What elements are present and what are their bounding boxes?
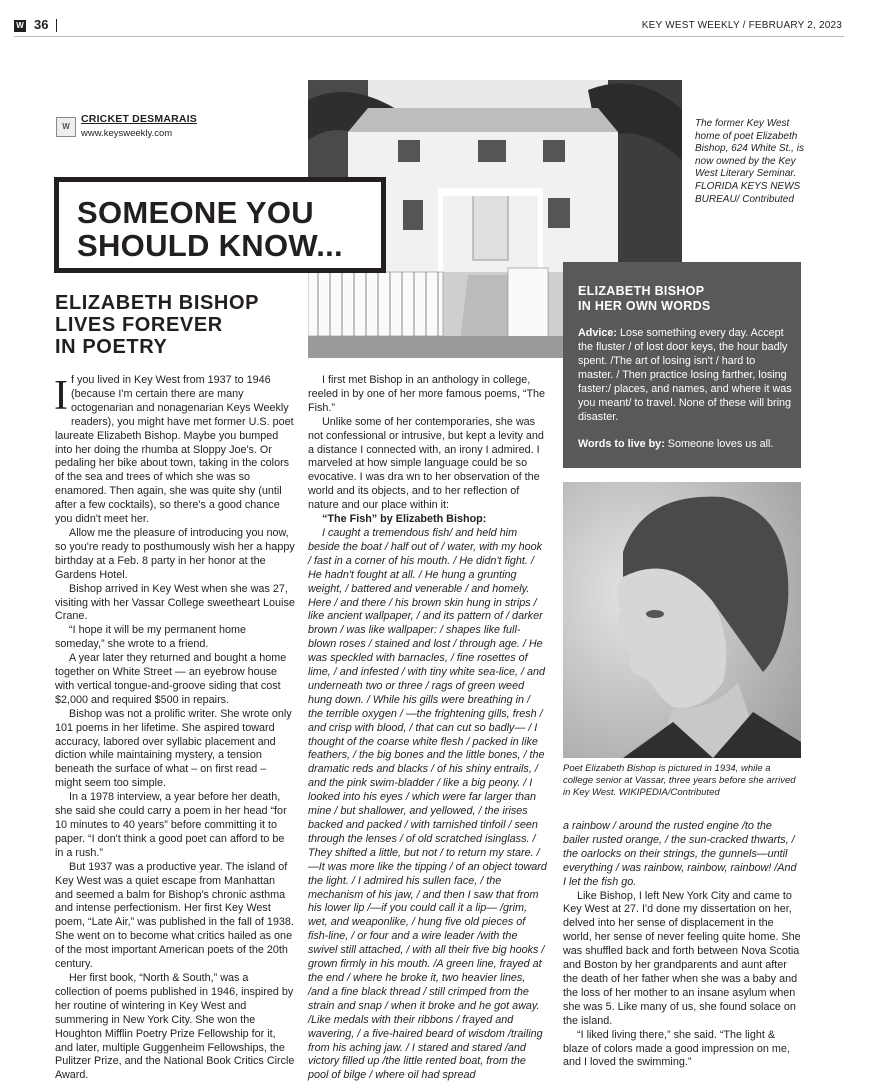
article-paragraph: “I liked living there,” she said. “The light & blaze of colors made a good impression on me, and I loved the swimming.” <box>563 1028 790 1069</box>
portrait-photo <box>563 482 801 758</box>
sidebar-words <box>578 437 792 451</box>
house-photo-caption: The former Key West home of poet Elizabeth Bishop, 624 White St., is now owned by the Key West Literary Seminar. FLORIDA KEYS NEWS BUREAU/ Contributed <box>695 118 804 205</box>
section-banner <box>54 177 386 273</box>
quote-sidebar <box>563 262 801 468</box>
article-paragraph: I first met Bishop in an anthology in college, reeled in by one of her more famous poems, “The Fish.” <box>308 374 546 414</box>
article-paragraph: Like Bishop, I left New York City and came to Key West at 27. I'd done my dissertation on her, delved into her sense of displacement in the world, her sense of never feeling quite home. She was shuffled back and forth between Nova Scotia and Boston by her grandparents and aunt after the death of her father when she was a baby and the loss of her mother to an insane asylum when she was 5. Like many of us, she found solace on the island. <box>563 889 801 1027</box>
article-paragraph: But 1937 was a productive year. The island of Key West was a quiet escape from Manhattan and seemed a balm for Bishop's chronic asthma and intense perfectionism. Her first Key West poem, “Late Air,” was published in the fall of 1938. She went on to become what critics hailed as one of the most important American poets of the 20th century. <box>55 860 294 971</box>
headline-line-1: ELIZABETH BISHOP <box>55 292 260 314</box>
article-paragraph: Her first book, “North & South,” was a collection of poems published in 1946, inspired by her routine of wintering in Key West and summering in New York City. She won the Houghton Mifflin Poetry Prize Fellowship for it, and later, multiple Guggenheim Fellowships, the Pulitzer Prize, and the National Book Critics Circle Award. <box>55 971 295 1082</box>
sidebar-title-line-1: ELIZABETH BISHOP <box>578 284 705 298</box>
article-column-1 <box>55 374 295 1083</box>
words-text: Someone loves us all. <box>664 438 774 450</box>
article-paragraph: Bishop arrived in Key West when she was 27, visiting with her Vassar College sweetheart Louise Crane. <box>55 582 295 623</box>
article-paragraph: A year later they returned and bought a home together on White Street — an eyebrow house with vertical tongue-and-groove siding that cost $2,000 and required $500 in repairs. <box>55 652 287 706</box>
sidebar-title-line-2: IN HER OWN WORDS <box>578 299 711 313</box>
poem-text: I caught a tremendous fish/ and held him beside the boat / half out of / water, with my hook / fast in a corner of his mouth. / He didn't fight. / He hadn't fought at all. / He hung a grunting weight, / battered and venerable / and homely. Here / and there / his brown skin hung in strips / like ancient wallpaper, / and its pattern of / darker brown / was like wallpaper: / shapes like full-blown roses / stained and lost / through age. / He was speckled with barnacles, / fine rosettes of lime, / and infested / with tiny white sea-lice, / and underneath two or three / rags of green weed hung down. / While his gills were breathing in / the terrible oxygen / —the frightening gills, fresh / and crisp with blood, / that can cut so badly— / I thought of the coarse white flesh / packed in like feathers, / the big bones and the little bones, / the dramatic reds and blacks / of his shiny entrails, / and the pink swim-bladder / like a big peony. / I looked into his eyes / which were far larger than mine / but shallower, and yellowed, / the irises backed and packed / with tarnished tinfoil / seen through the lenses / of old scratched isinglass. / They shifted a little, but not / to return my stare. / —It was more like the tipping / of an object toward the light. / I admired his sullen face, / the mechanism of his jaw, / and then I saw that from his lower lip /—if you could call it a lip— /grim, wet, and weaponlike, / hung five old pieces of fish-line, / or four and a wire leader /with the swivel still attached, / with all their five big hooks / grown firmly in his mouth. /A green line, frayed at the end / where he broke it, two heavier lines, /and a fine black thread / still crimped from the strain and snap / when it broke and he got away. /Like medals with their ribbons / frayed and wavering, / a five-haired beard of wisdom /trailing from his aching jaw. / I stared and stared /and victory filled up /the little rented boat, from the pool of bilge / where oil had spread <box>308 526 547 1082</box>
banner-title <box>77 196 343 262</box>
paragraph-text: f you lived in Key West from 1937 to 1946 (because I'm certain there are many octogenarian and nonagenarian Keys Weekly readers), you might have met former U.S. poet laureate Elizabeth Bishop. Maybe you bumped into her doing the rhumba at Sloppy Joe's. Or pedaling her bike about town, taking in the colors of the sea and trees of which she was so enamored. Then again, she was quite shy (until after a few cocktails), so there's a good chance you didn't meet her. <box>55 374 294 526</box>
poem-title-text: “The Fish” by Elizabeth Bishop: <box>322 513 487 526</box>
author-logo: W <box>56 117 76 137</box>
sidebar-advice <box>578 326 792 424</box>
sidebar-title <box>578 284 711 314</box>
poem-text-continued: a rainbow / around the rusted engine /to the bailer rusted orange, / the sun-cracked thwarts, / the oarlocks on their strings, the gunnels—until everything / was rainbow, rainbow, rainbow! /And I let the fish go. <box>563 820 797 888</box>
article-paragraph: “I hope it will be my permanent home someday,” she wrote to a friend. <box>55 624 247 651</box>
article-paragraph: In a 1978 interview, a year before her death, she said she could carry a poem in her head “for 10 minutes to 40 years” before committing it to paper. “I don't think a good poet can afford to be in a rush.” <box>55 791 287 859</box>
portrait-caption: Poet Elizabeth Bishop is pictured in 1934, while a college senior at Vassar, three years before she arrived in Key West. WIKIPEDIA/Contributed <box>563 763 796 798</box>
banner-line-2: SHOULD KNOW... <box>77 228 343 263</box>
article-paragraph <box>55 374 295 527</box>
article-column-3 <box>563 820 801 1070</box>
article-paragraph: Unlike some of her contemporaries, she was not confessional or intrusive, but kept a levity and a distance I connected with, an irony I admired. I marveled at how simple language could be so evocative. I was dra wn to her observation of the world and its objects, and to her reflection of nature and our place within it: <box>308 415 544 512</box>
headline-line-3: IN POETRY <box>55 336 168 358</box>
advice-label: Advice: <box>578 327 618 339</box>
publication-dateline: KEY WEST WEEKLY / FEBRUARY 2, 2023 <box>641 20 842 31</box>
advice-text: Lose something every day. Accept the fluster / of lost door keys, the hour badly spent. /The art of losing isn't / hard to master. / Then practice losing farther, losing faster:/ places, and names, and where it was you meant/ to travel. None of these will bring disaster. <box>578 327 792 423</box>
article-headline <box>55 292 305 358</box>
publication-logo: W <box>14 20 26 32</box>
article-paragraph: Bishop was not a prolific writer. She wrote only 101 poems in her lifetime. She aspired toward accuracy, labored over syllabic placement and diction while maintaining mystery, a tension beneath the surface of what – on first read – might seem too simple. <box>55 707 292 790</box>
article-column-2 <box>308 374 548 1083</box>
page-number: 36 <box>34 17 49 32</box>
header-divider <box>56 19 57 32</box>
headline-line-2: LIVES FOREVER <box>55 314 223 336</box>
header-rule <box>14 36 844 37</box>
drop-cap: I <box>54 373 68 419</box>
portrait-illustration <box>563 482 801 758</box>
banner-line-1: SOMEONE YOU <box>77 195 314 230</box>
article-paragraph: Allow me the pleasure of introducing you now, so you're ready to posthumously wish her a happy birthday at a Feb. 8 party in her honor at the Gardens Hotel. <box>55 526 295 581</box>
author-website: www.keysweekly.com <box>81 128 173 139</box>
words-label: Words to live by: <box>578 438 665 450</box>
poem-title <box>308 513 548 527</box>
author-name: CRICKET DESMARAIS <box>81 113 197 125</box>
